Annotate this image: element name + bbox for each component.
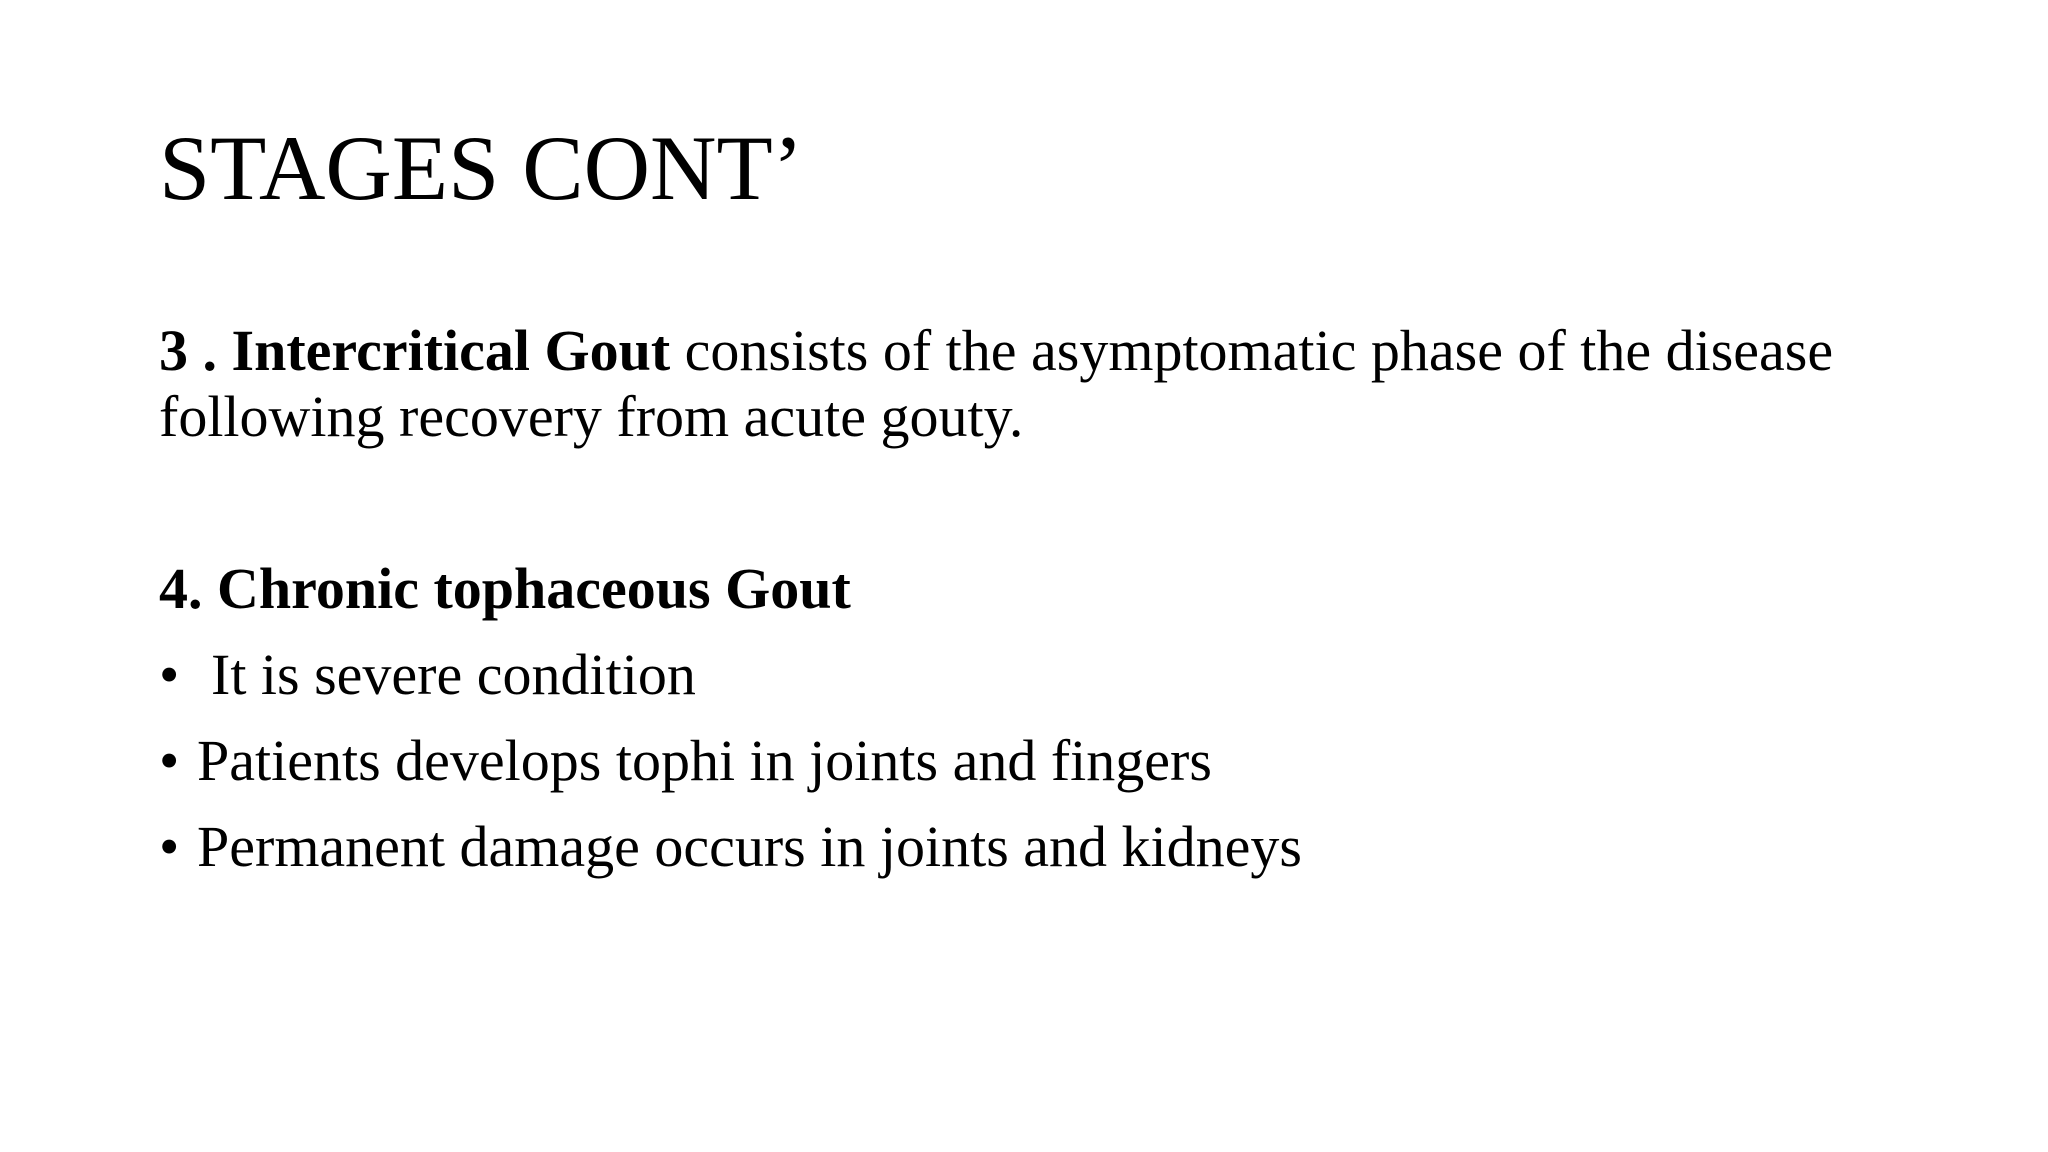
intercritical-description: consists of the asymptomatic phase of the disease following recovery from acute gouty. — [159, 318, 1834, 449]
bullet-text: It is severe condition — [211, 642, 696, 707]
bullet-icon: • — [159, 814, 180, 879]
chronic-heading: 4. Chronic tophaceous Gout — [159, 556, 851, 621]
bullet-text: Patients develops tophi in joints and fingers — [197, 728, 1212, 793]
bullet-icon: • — [159, 642, 180, 707]
bullet-icon: • — [159, 728, 180, 793]
intercritical-paragraph — [159, 318, 1919, 450]
bullet-text: Permanent damage occurs in joints and kidneys — [197, 814, 1302, 879]
intercritical-heading: 3 . Intercritical Gout — [159, 318, 671, 383]
bullet-item — [159, 728, 1212, 794]
bullet-item — [159, 814, 1302, 880]
bullet-item — [159, 642, 696, 708]
slide-title: STAGES CONT’ — [159, 117, 804, 219]
